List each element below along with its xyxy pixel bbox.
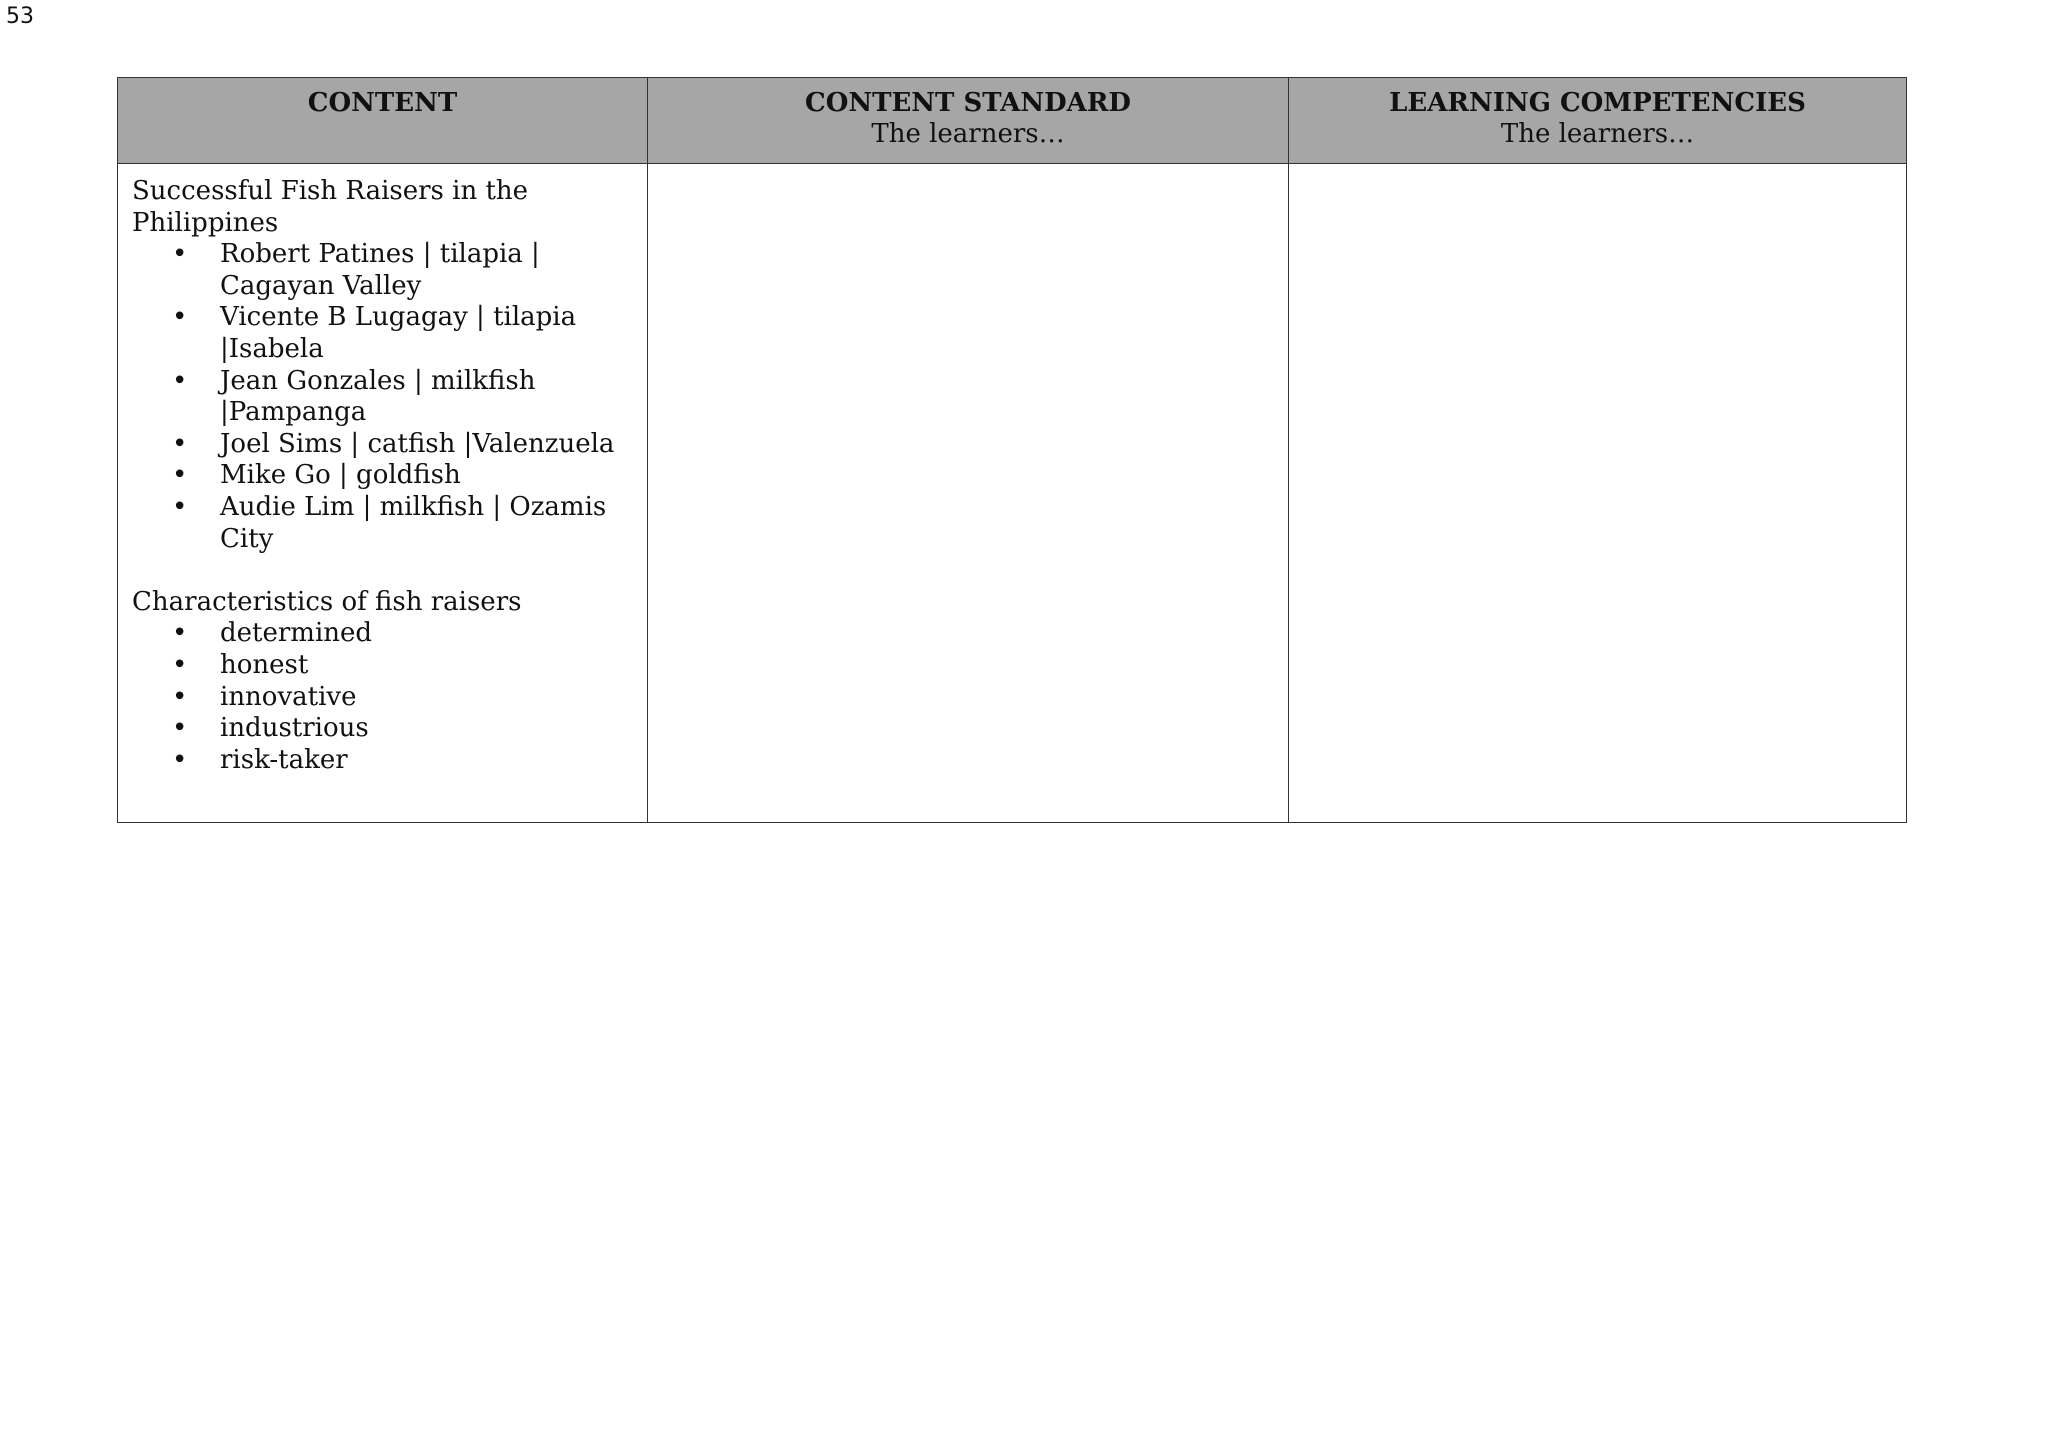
list-item: • Mike Go | goldfish bbox=[132, 460, 633, 492]
list-item: • innovative bbox=[132, 682, 633, 714]
header-row bbox=[118, 78, 1907, 164]
header-content-standard-subtitle: The learners… bbox=[871, 119, 1065, 149]
table-row bbox=[118, 164, 1907, 823]
header-content-standard bbox=[648, 78, 1289, 164]
list-item: • Vicente B Lugagay | tilapia |Isabela bbox=[132, 302, 633, 365]
content-standard-cell bbox=[648, 164, 1289, 823]
list-item: • determined bbox=[132, 618, 633, 650]
list-item: • Robert Patines | tilapia | Cagayan Valley bbox=[132, 239, 633, 302]
fish-raisers-list bbox=[132, 239, 633, 555]
list-item: • industrious bbox=[132, 713, 633, 745]
characteristics-heading: Characteristics of fish raisers bbox=[132, 586, 522, 617]
learning-competencies-cell bbox=[1289, 164, 1907, 823]
page-number: 53 bbox=[6, 4, 34, 29]
section-spacer bbox=[132, 555, 633, 587]
header-content-title: CONTENT bbox=[307, 88, 458, 118]
header-learning-competencies-subtitle: The learners… bbox=[1500, 119, 1695, 149]
header-learning-competencies-title: LEARNING COMPETENCIES bbox=[1389, 88, 1806, 118]
fish-raisers-heading: Successful Fish Raisers in the Philippines bbox=[132, 176, 529, 238]
list-item: • Jean Gonzales | milkfish |Pampanga bbox=[132, 366, 633, 429]
content-cell bbox=[118, 164, 648, 823]
header-content bbox=[118, 78, 648, 164]
list-item: • risk-taker bbox=[132, 745, 633, 777]
header-content-standard-title: CONTENT STANDARD bbox=[805, 88, 1131, 118]
list-item: • honest bbox=[132, 650, 633, 682]
characteristics-list bbox=[132, 618, 633, 776]
header-learning-competencies bbox=[1289, 78, 1907, 164]
list-item: • Joel Sims | catfish |Valenzuela bbox=[132, 429, 633, 461]
curriculum-table bbox=[117, 77, 1907, 823]
list-item: • Audie Lim | milkfish | Ozamis City bbox=[132, 492, 633, 555]
